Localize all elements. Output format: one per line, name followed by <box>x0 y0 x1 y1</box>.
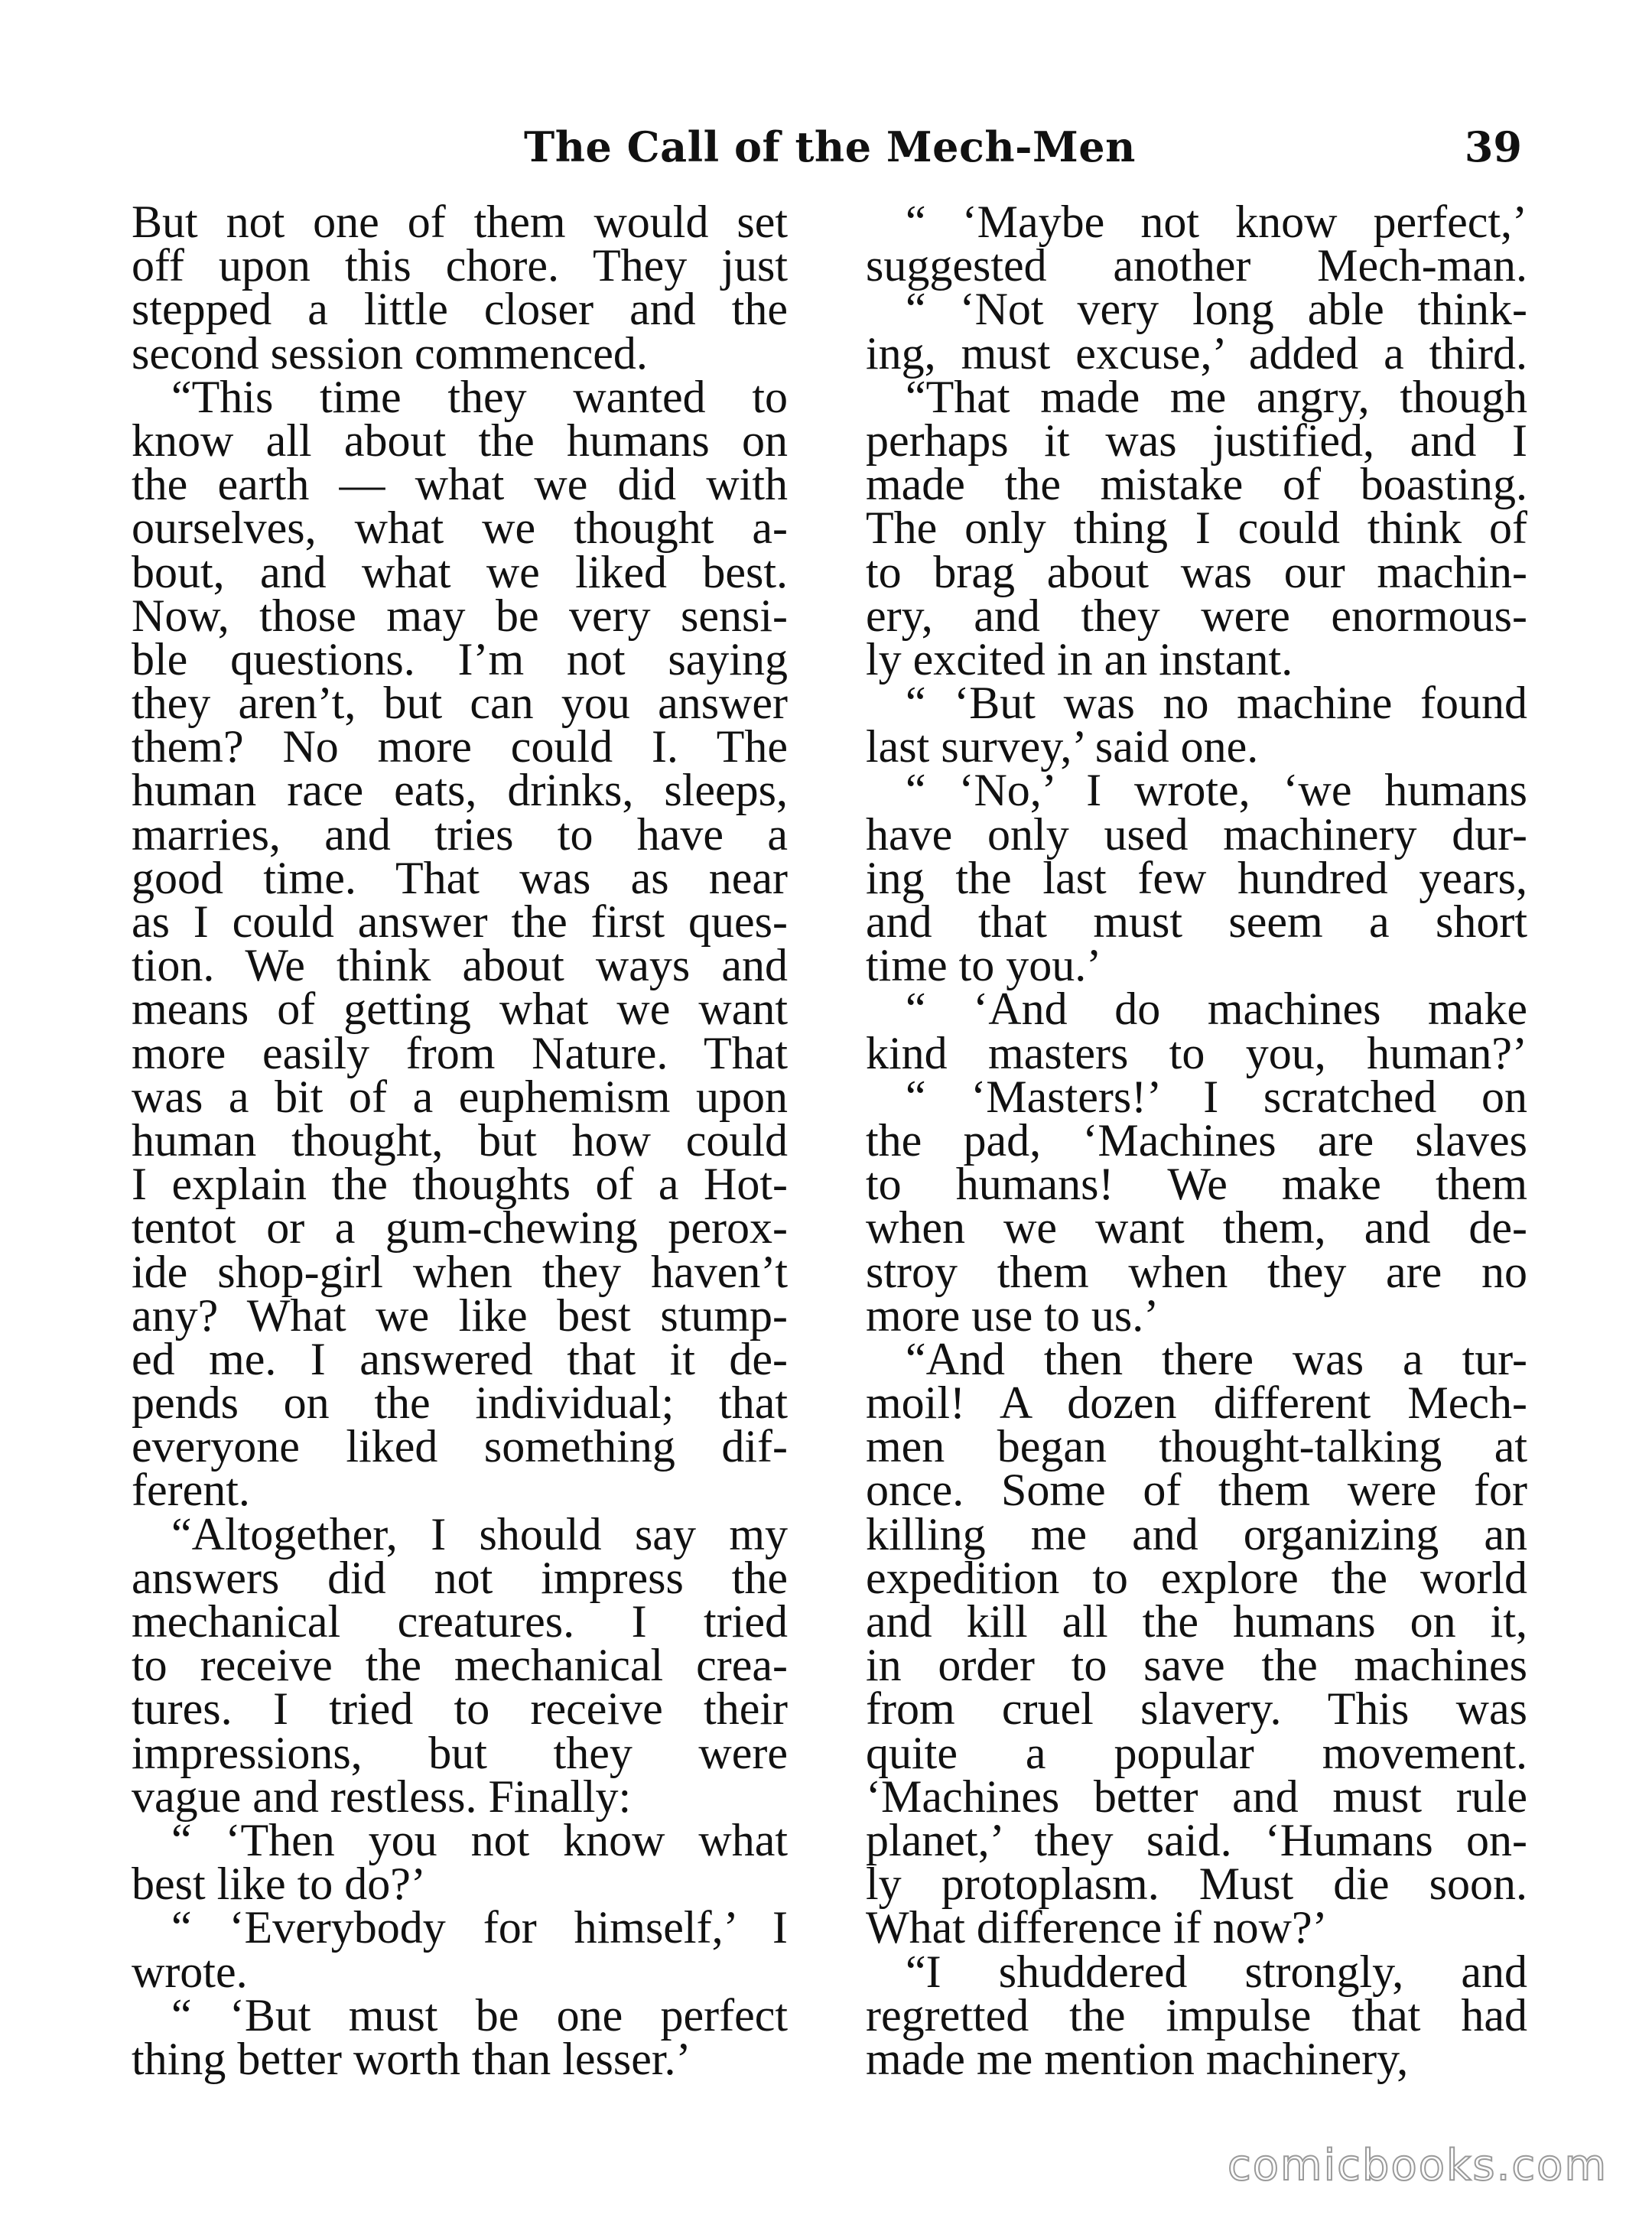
text-line: human thought, but how could <box>132 1114 788 1166</box>
text-line: “ ‘Then you not know what <box>171 1814 788 1865</box>
text-line: good time. That was as near <box>132 852 788 903</box>
text-line: Now, those may be very sensi- <box>132 590 788 641</box>
text-line: stepped a little closer and the <box>132 284 788 335</box>
text-line: they aren’t, but can you answer <box>132 678 788 729</box>
text-line: kind masters to you, human?’ <box>866 1027 1527 1078</box>
text-line: moil! A dozen different Mech- <box>866 1377 1527 1429</box>
text-line: ‘Machines better and must rule <box>866 1771 1527 1822</box>
text-line: more use to us.’ <box>866 1289 1159 1341</box>
text-line: second session commenced. <box>132 327 648 379</box>
text-line: in order to save the machines <box>866 1640 1527 1691</box>
text-line: last survey,’ said one. <box>866 721 1259 772</box>
text-line: “ ‘And do machines make <box>906 984 1527 1035</box>
text-line: “ ‘But was no machine found <box>906 678 1527 729</box>
watermark: comicbooks.com <box>1227 2141 1608 2190</box>
text-line: regretted the impulse that had <box>866 1989 1527 2041</box>
text-line: as I could answer the first ques- <box>132 896 788 947</box>
text-line: ly excited in an instant. <box>866 633 1293 685</box>
text-line: answers did not impress the <box>132 1552 788 1603</box>
text-line: thing better worth than lesser.’ <box>132 2033 691 2084</box>
text-line: mechanical creatures. I tried <box>132 1596 788 1647</box>
text-line: “I shuddered strongly, and <box>906 1946 1527 1997</box>
text-line: ery, and they were enormous- <box>866 590 1527 641</box>
text-line: “This time they wanted to <box>171 371 788 422</box>
text-line: ing, must excuse,’ added a third. <box>866 327 1527 379</box>
text-line: “ ‘No,’ I wrote, ‘we humans <box>906 765 1527 816</box>
text-line: ly protoplasm. Must die soon. <box>866 1859 1527 1910</box>
running-header <box>138 122 1522 184</box>
text-line: time to you.’ <box>866 940 1102 991</box>
text-line: more easily from Nature. That <box>132 1027 788 1078</box>
text-line: ble questions. I’m not saying <box>132 633 788 685</box>
text-line: the pad, ‘Machines are slaves <box>866 1114 1527 1166</box>
text-line: perhaps it was justified, and I <box>866 415 1527 466</box>
text-line: I explain the thoughts of a Hot- <box>132 1159 788 1210</box>
text-line: from cruel slavery. This was <box>866 1683 1527 1735</box>
text-line: have only used machinery dur- <box>866 808 1527 860</box>
text-line: to humans! We make them <box>866 1159 1527 1210</box>
text-line: “ ‘Everybody for himself,’ I <box>171 1902 788 1953</box>
text-line: ourselves, what we thought a- <box>132 502 788 554</box>
running-title: The Call of the Mech-Men <box>524 122 1136 171</box>
text-line: vague and restless. Finally: <box>132 1771 632 1822</box>
text-line: to receive the mechanical crea- <box>132 1640 788 1691</box>
text-line: and that must seem a short <box>866 896 1527 947</box>
text-line: quite a popular movement. <box>866 1727 1527 1778</box>
text-line: best like to do?’ <box>132 1859 426 1910</box>
text-line: planet,’ they said. ‘Humans on- <box>866 1814 1527 1865</box>
page-number: 39 <box>1464 122 1522 171</box>
text-line: suggested another Mech-man. <box>866 240 1527 291</box>
text-line: “ ‘But must be one perfect <box>171 1989 788 2041</box>
text-line: “And then there was a tur- <box>906 1333 1527 1384</box>
text-line: made me mention machinery, <box>866 2033 1409 2084</box>
right-text-column <box>866 197 1527 2084</box>
text-line: expedition to explore the world <box>866 1552 1527 1603</box>
text-line: know all about the humans on <box>132 415 788 466</box>
left-text-column <box>132 197 788 2084</box>
text-line: and kill all the humans on it, <box>866 1596 1527 1647</box>
text-line: stroy them when they are no <box>866 1246 1527 1297</box>
text-line: killing me and organizing an <box>866 1508 1527 1559</box>
text-line: What difference if now?’ <box>866 1902 1328 1953</box>
text-line: impressions, but they were <box>132 1727 788 1778</box>
text-line: men began thought-talking at <box>866 1421 1527 1472</box>
text-line: “ ‘Masters!’ I scratched on <box>906 1071 1527 1122</box>
text-line: off upon this chore. They just <box>132 240 788 291</box>
text-line: was a bit of a euphemism upon <box>132 1071 788 1122</box>
text-line: human race eats, drinks, sleeps, <box>132 765 788 816</box>
text-line: ferent. <box>132 1465 250 1516</box>
text-line: pends on the individual; that <box>132 1377 788 1429</box>
text-line: “Altogether, I should say my <box>171 1508 788 1559</box>
text-line: The only thing I could think of <box>866 502 1527 554</box>
text-line: means of getting what we want <box>132 984 788 1035</box>
text-line: any? What we like best stump- <box>132 1289 788 1341</box>
text-line: to brag about was our machin- <box>866 546 1527 597</box>
text-line: bout, and what we liked best. <box>132 546 788 597</box>
text-line: the earth — what we did with <box>132 459 788 510</box>
text-line: “ ‘Maybe not know perfect,’ <box>906 197 1527 247</box>
text-line: tures. I tried to receive their <box>132 1683 788 1735</box>
text-line: them? No more could I. The <box>132 721 788 772</box>
text-line: ing the last few hundred years, <box>866 852 1527 903</box>
text-line: when we want them, and de- <box>866 1202 1527 1254</box>
text-line: “That made me angry, though <box>906 371 1527 422</box>
text-line: once. Some of them were for <box>866 1465 1527 1516</box>
text-line: ide shop-girl when they haven’t <box>132 1246 788 1297</box>
text-line: ed me. I answered that it de- <box>132 1333 788 1384</box>
text-line: made the mistake of boasting. <box>866 459 1527 510</box>
text-line: wrote. <box>132 1946 248 1997</box>
text-line: tentot or a gum-chewing perox- <box>132 1202 788 1254</box>
text-line: tion. We think about ways and <box>132 940 788 991</box>
text-line: But not one of them would set <box>132 197 788 247</box>
text-line: everyone liked something dif- <box>132 1421 788 1472</box>
text-line: “ ‘Not very long able think- <box>906 284 1527 335</box>
text-line: marries, and tries to have a <box>132 808 788 860</box>
